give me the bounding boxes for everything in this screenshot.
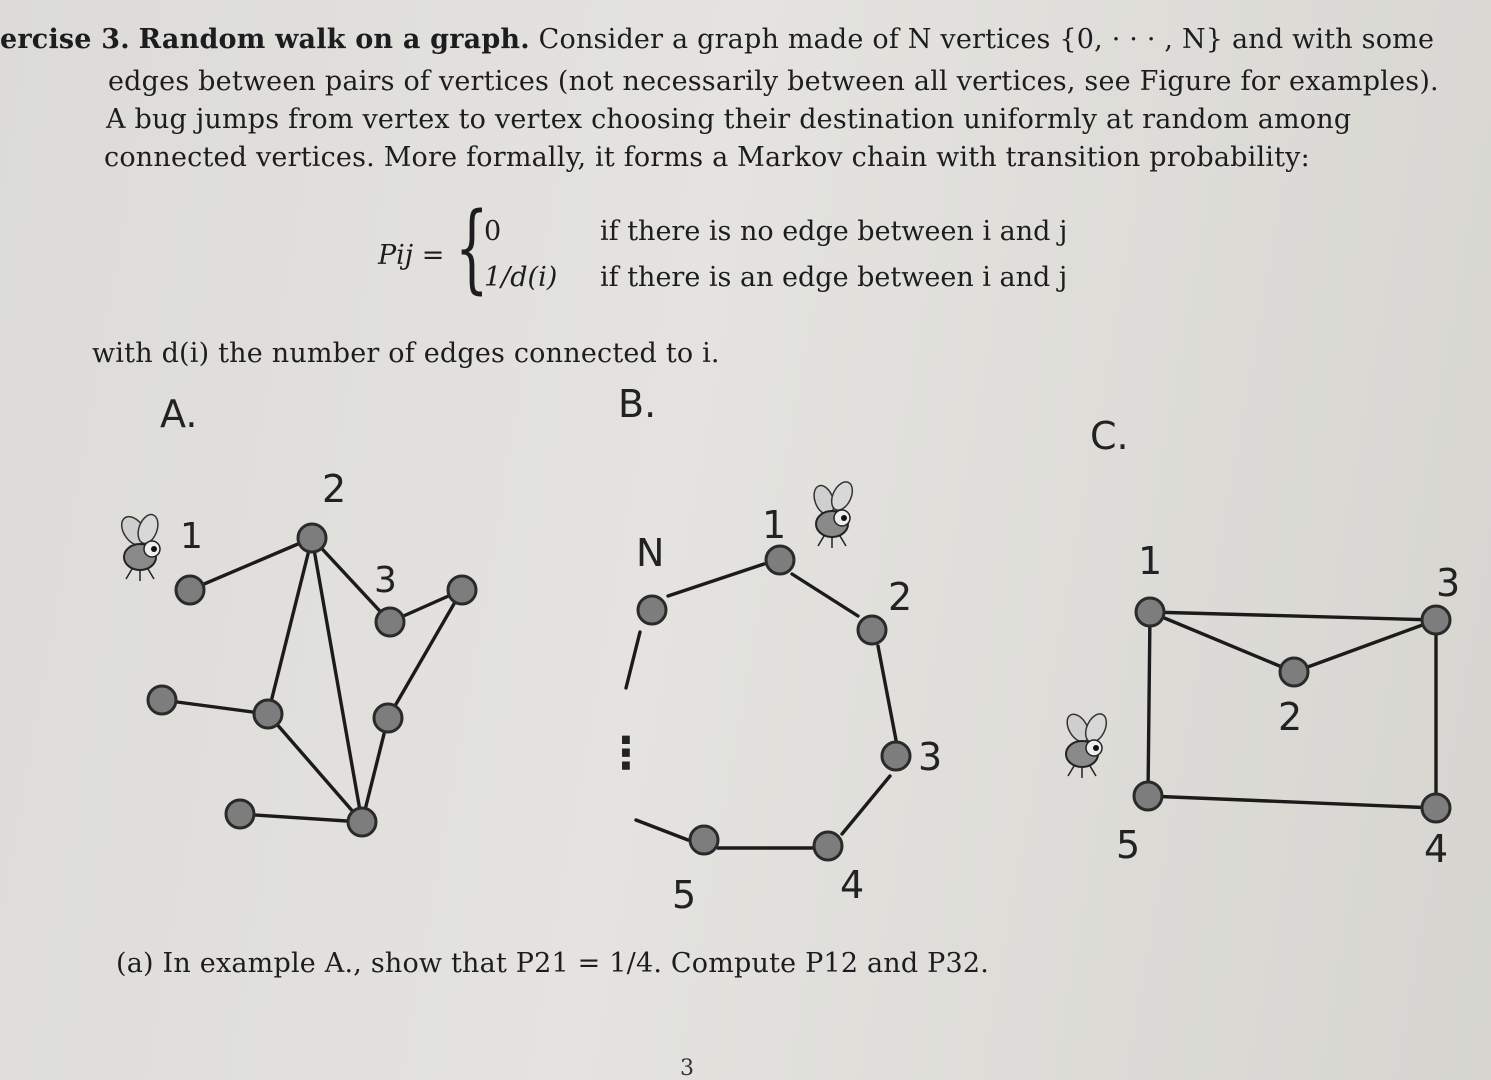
graph-c-edge [1150,612,1294,672]
graph-b-label-4: 4 [840,863,865,907]
exercise-line-3: A bug jumps from vertex to vertex choosing their destination uniformly at random among [106,104,1352,135]
graph-a-vertex-2 [298,524,326,552]
graph-b-label-3: 3 [918,735,943,779]
graph-b-vertex-2 [858,616,886,644]
graph-a-vertex [348,808,376,836]
graph-a-vertex [226,800,254,828]
graph-a [117,467,476,836]
exercise-title: Random walk on a graph. [138,24,530,55]
figure-c-label: C. [1090,414,1129,458]
graph-b-vertex-1 [766,546,794,574]
graph-c [1063,539,1460,871]
graph-b-edge [668,564,764,596]
exercise-number: ercise 3. [0,24,130,55]
graph-b-edge [792,574,858,616]
graph-a-label-3: 3 [374,560,397,601]
graph-c-vertex-4 [1422,794,1450,822]
graph-a-edge [388,590,462,718]
graph-b-label-2: 2 [888,575,913,619]
graph-b-label-1: 1 [762,503,787,547]
page-number: 3 [680,1056,694,1080]
graph-c-edge [1150,612,1436,620]
graph-a-vertex [148,686,176,714]
graph-a-edge [268,714,362,822]
definition-text: with d(i) the number of edges connected to i. [92,338,720,369]
exercise-line-2: edges between pairs of vertices (not necessarily between all vertices, see Figure for examples). [108,66,1439,97]
graph-b-edge [636,820,688,840]
graph-b-edge [878,646,896,740]
graph-c-label-2: 2 [1278,695,1303,739]
graph-b-vertex-n [638,596,666,624]
equation-case2-condition: if there is an edge between i and j [600,262,1068,293]
exercise-line-4: connected vertices. More formally, it forms a Markov chain with transition probability: [104,142,1310,173]
graph-c-vertex-3 [1422,606,1450,634]
graph-a-vertex-1 [176,576,204,604]
graph-c-label-1: 1 [1138,539,1163,583]
exercise-intro: Consider a graph made of N vertices {0, · · · , N} and with some [538,24,1435,55]
graph-b-vertex-4 [814,832,842,860]
graph-b-vertex-3 [882,742,910,770]
graph-a-vertex-3 [376,608,404,636]
graph-a-edge [240,814,362,822]
graph-a-vertex [254,700,282,728]
bug-icon [810,479,856,548]
graph-a-vertex [448,576,476,604]
equation-case1-condition: if there is no edge between i and j [600,216,1068,247]
graph-b-label-n: N [636,531,665,575]
figure-a-label: A. [160,392,198,436]
graph-b-edge [842,776,890,834]
graph-a-edge [268,538,312,714]
graph-a-vertex [374,704,402,732]
graph-a-label-2: 2 [322,467,347,511]
bug-icon [1063,711,1111,778]
graph-a-edge [362,718,388,822]
equation-lhs: Pij = [378,240,445,271]
equation-brace: { [455,192,489,304]
question-a: (a) In example A., show that P21 = 1/4. Compute P12 and P32. [116,948,990,979]
graph-c-label-5: 5 [1116,823,1141,867]
graph-a-edge [162,700,268,714]
graph-a-label-1: 1 [180,516,203,557]
graph-c-label-3: 3 [1436,561,1461,605]
graph-c-vertex-1 [1136,598,1164,626]
graph-c-edge [1148,612,1150,796]
graph-b-label-5: 5 [672,873,697,917]
graph-c-vertex-2 [1280,658,1308,686]
graph-a-edge [312,538,362,822]
graph-a-edge [190,538,312,590]
graph-c-edge [1294,620,1436,672]
equation-case1-value: 0 [484,216,502,247]
graph-c-vertex-5 [1134,782,1162,810]
graph-b [604,479,942,917]
bug-icon [117,512,162,581]
graph-c-label-4: 4 [1424,827,1449,871]
equation-case2-value: 1/d(i) [484,262,558,293]
figure-b-label: B. [618,382,657,426]
graph-b-vertex-5 [690,826,718,854]
graph-b-edge [626,632,640,688]
graph-c-edge [1148,796,1436,808]
graph-b-ellipsis: ⋮ [604,728,648,779]
